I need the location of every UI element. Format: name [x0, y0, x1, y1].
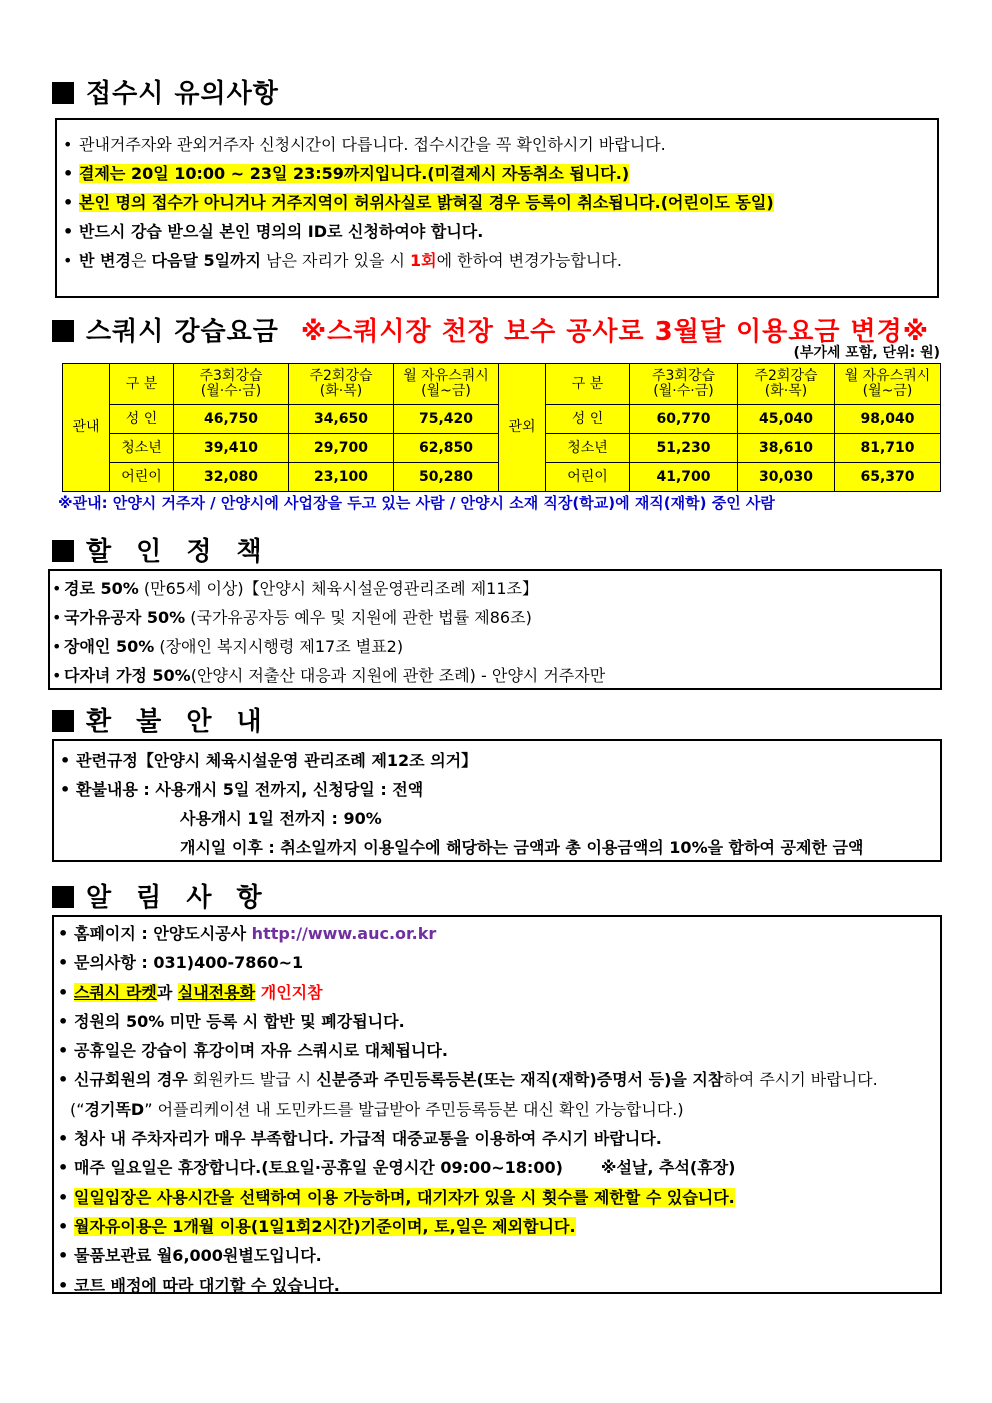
table-row: 성 인 46,750 34,650 75,420 성 인 60,770 45,040 98,040 [63, 405, 941, 434]
list-item: 사용개시 1일 전까지 : 90% [180, 809, 382, 828]
column-header: 구 분 [546, 364, 630, 405]
table-row [63, 364, 941, 405]
list-item: • 반드시 강습 받으실 본인 명의의 ID로 신청하여야 합니다. [61, 217, 937, 246]
homepage-link[interactable]: http://www.auc.or.kr [251, 924, 437, 943]
section-header-discounts: 할 인 정 책 [52, 531, 270, 568]
list-item: • 월자유이용은 1개월 이용(1일1회2시간)기준이며, 토,일은 제외합니다. [56, 1212, 940, 1241]
list-item: • 스쿼시 라켓과 실내전용화 개인지참 [56, 978, 940, 1007]
column-header: 주3회강습 (월·수·금) [174, 364, 289, 405]
fee-table [62, 363, 941, 492]
square-bullet-icon [52, 540, 74, 562]
list-item: • 환불내용 : 사용개시 5일 전까지, 신청당일 : 전액 [58, 775, 940, 804]
square-bullet-icon [52, 320, 74, 342]
list-item: • 경로 50% (만65세 이상)【안양시 체육시설운영관리조례 제11조】 [52, 574, 940, 603]
section-header-refund: 환 불 안 내 [52, 701, 270, 738]
square-bullet-icon [52, 710, 74, 732]
inside-label: 관내 [63, 364, 110, 492]
list-item: • 물품보관료 월6,000원별도입니다. [56, 1241, 940, 1270]
square-bullet-icon [52, 886, 74, 908]
list-item: • 일일입장은 사용시간을 선택하여 이용 가능하며, 대기자가 있을 시 횟수를 제한할 수 있습니다. [56, 1183, 940, 1212]
list-item: • 신규회원의 경우 회원카드 발급 시 신분증과 주민등록등본(또는 재직(재학)증명서 등)을 지참하여 주시기 바랍니다. [56, 1065, 940, 1094]
column-header: 월 자유스쿼시 (월~금) [394, 364, 499, 405]
list-item: • 관내거주자와 관외거주자 신청시간이 다릅니다. 접수시간을 꼭 확인하시기 바랍니다. [61, 130, 937, 159]
unit-note: (부가세 포함, 단위: 원) [793, 345, 940, 361]
column-header: 월 자유스쿼시 (월~금) [835, 364, 941, 405]
list-item: • 관련규정【안양시 체육시설운영 관리조례 제12조 의거】 [58, 746, 940, 775]
list-item: • 국가유공자 50% (국가유공자등 예우 및 지원에 관한 법률 제86조) [52, 603, 940, 632]
list-item: • 다자녀 가정 50%(안양시 저출산 대응과 지원에 관한 조례) - 안양시 거주자만 [52, 661, 940, 690]
square-bullet-icon [52, 82, 74, 104]
registration-notes-box [55, 118, 939, 298]
column-header: 주3회강습 (월·수·금) [630, 364, 738, 405]
table-row: 청소년 39,410 29,700 62,850 청소년 51,230 38,610 81,710 [63, 434, 941, 463]
list-item: (“경기똑D” 어플리케이션 내 도민카드를 발급받아 주민등록등본 대신 확인 가능합니다.) [70, 1099, 684, 1119]
column-header: 구 분 [110, 364, 174, 405]
list-item: • 정원의 50% 미만 등록 시 합반 및 폐강됩니다. [56, 1007, 940, 1036]
fee-change-notice: ※스쿼시장 천장 보수 공사로 3월달 이용요금 변경※ [300, 317, 930, 347]
list-item: • 공휴일은 강습이 휴강이며 자유 스쿼시로 대체됩니다. [56, 1036, 940, 1065]
list-item: • 본인 명의 접수가 아니거나 거주지역이 허위사실로 밝혀질 경우 등록이 취소됩니다.(어린이도 동일) [61, 188, 937, 217]
column-header: 주2회강습 (화·목) [738, 364, 835, 405]
outside-label: 관외 [499, 364, 546, 492]
list-item: • 결제는 20일 10:00 ~ 23일 23:59까지입니다.(미결제시 자동취소 됩니다.) [61, 159, 937, 188]
section-header-fees: 스쿼시 강습요금 ※스쿼시장 천장 보수 공사로 3월달 이용요금 변경※ [52, 311, 929, 348]
fee-footnote: ※관내: 안양시 거주자 / 안양시에 사업장을 두고 있는 사람 / 안양시 소재 직장(학교)에 재직(재학) 중인 사람 [58, 494, 775, 512]
section-header-registration-notes: 접수시 유의사항 [52, 73, 279, 110]
list-item: • 문의사항 : 031)400-7860~1 [56, 948, 940, 977]
column-header: 주2회강습 (화·목) [289, 364, 394, 405]
refund-box [52, 739, 942, 862]
section-header-notices: 알 림 사 항 [52, 877, 270, 914]
list-item: • 코트 배정에 따라 대기할 수 있습니다. [56, 1271, 940, 1300]
list-item: • 장애인 50% (장애인 복지시행령 제17조 별표2) [52, 632, 940, 661]
list-item: • 반 변경은 다음달 5일까지 남은 자리가 있을 시 1회에 한하여 변경가능합니다. [61, 246, 937, 275]
table-row: 어린이 32,080 23,100 50,280 어린이 41,700 30,030 65,370 [63, 463, 941, 492]
list-item: • 청사 내 주차자리가 매우 부족합니다. 가급적 대중교통을 이용하여 주시기 바랍니다. [56, 1124, 940, 1153]
list-item: • 매주 일요일은 휴장합니다.(토요일·공휴일 운영시간 09:00~18:00) ※설날, 추석(휴장) [56, 1153, 940, 1182]
list-item: 개시일 이후 : 취소일까지 이용일수에 해당하는 금액과 총 이용금액의 10%을 합하여 공제한 금액 [180, 838, 864, 857]
notices-box [52, 915, 942, 1294]
discount-box [48, 569, 942, 690]
list-item: • 홈페이지 : 안양도시공사 http://www.auc.or.kr [56, 919, 940, 948]
